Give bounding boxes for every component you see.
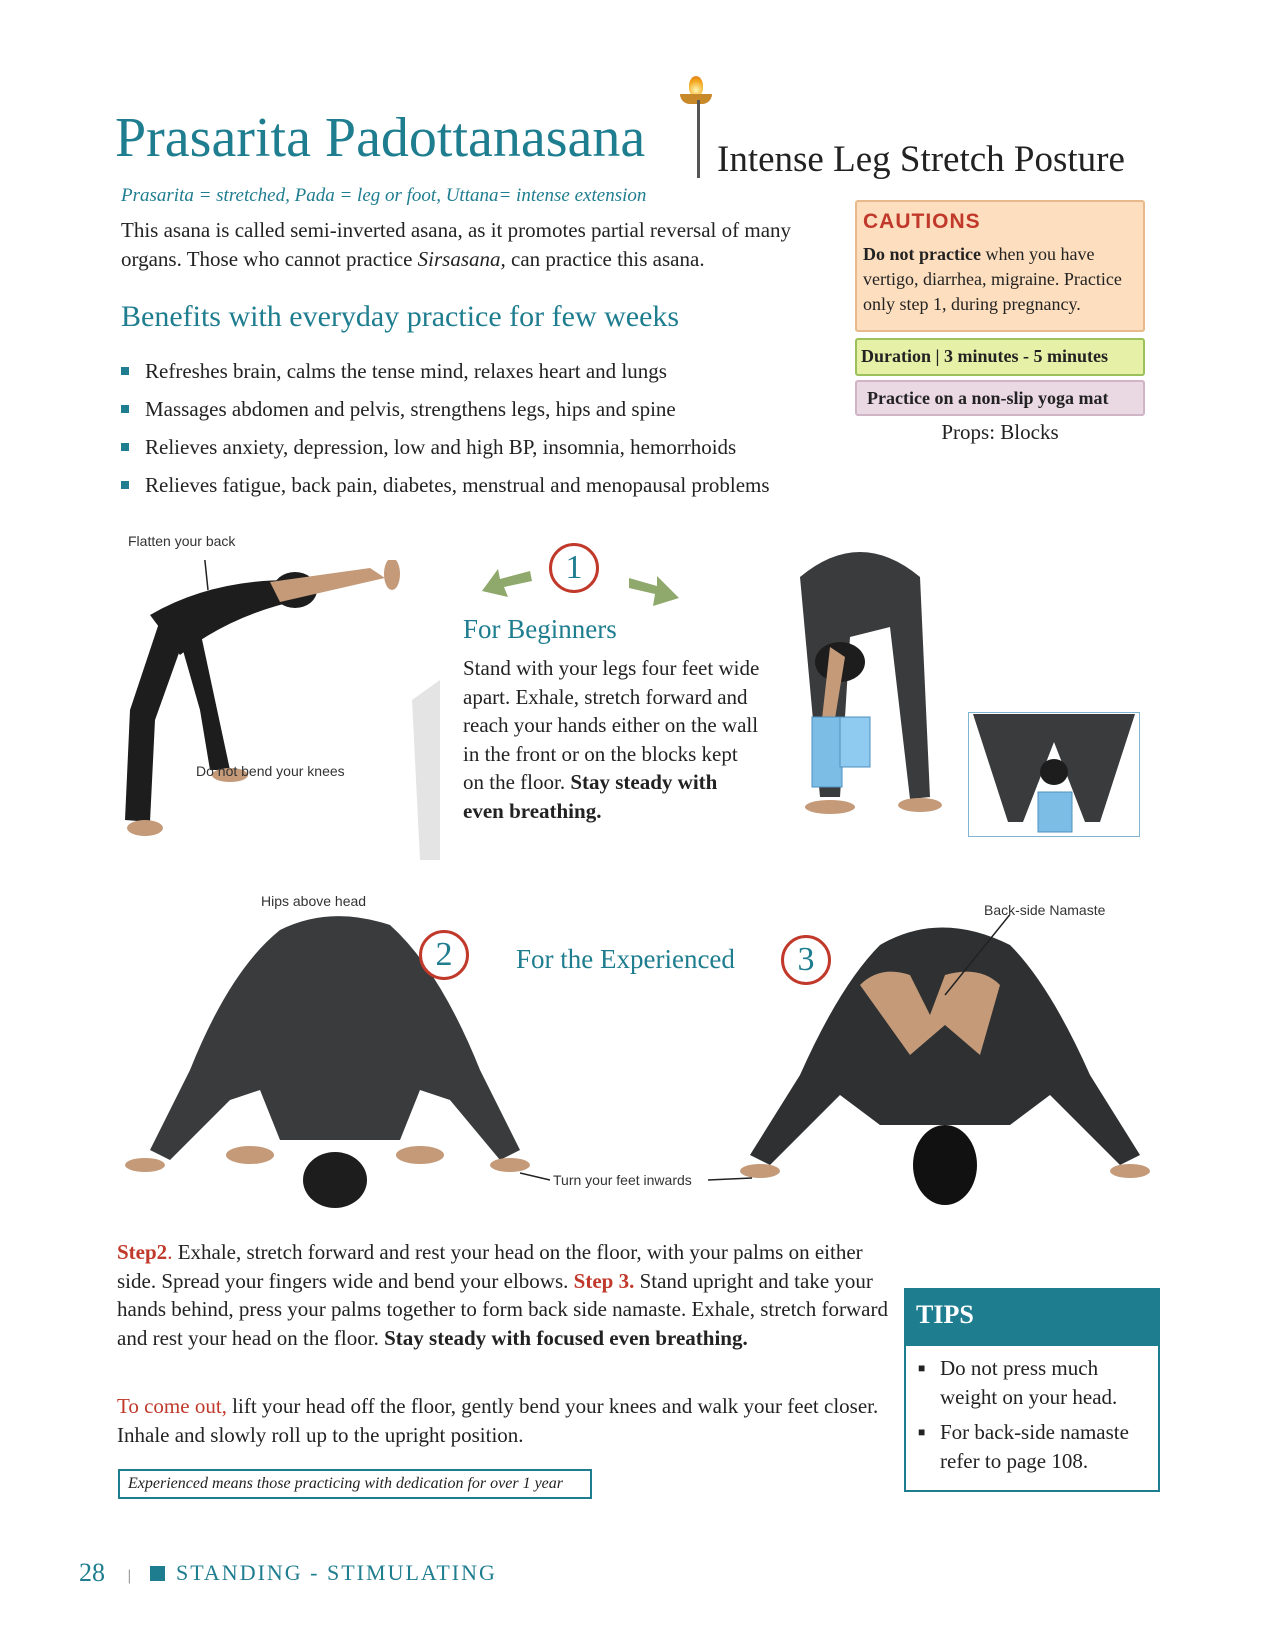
step1-number: 1	[549, 543, 599, 593]
label-flatten-back: Flatten your back	[128, 533, 236, 549]
step3-text: Stand upright and take your hands behind, press your palms together to form back side namaste. Exhale, stretch forward and rest your head on the floor.	[117, 1268, 888, 1350]
lamp-flame-icon	[689, 76, 703, 96]
step1-blocks-photo	[770, 537, 960, 837]
page-title: Prasarita Padottanasana	[115, 107, 646, 169]
step3-bold: Stay steady with focused even breathing.	[384, 1325, 748, 1350]
intro-paragraph	[121, 216, 841, 274]
tip-item: ■ Do not press much weight on your head.	[916, 1354, 1148, 1412]
experienced-heading: For the Experienced	[516, 944, 735, 974]
footer-separator: |	[127, 1568, 132, 1584]
step1-wall-photo	[120, 560, 440, 860]
arrow-right-icon	[625, 568, 683, 608]
step2-number: 2	[419, 930, 469, 980]
benefit-item: Refreshes brain, calms the tense mind, relaxes heart and lungs	[121, 352, 821, 390]
title-divider	[697, 100, 700, 178]
step3-number: 3	[781, 935, 831, 985]
benefit-item: Massages abdomen and pelvis, strengthens legs, hips and spine	[121, 390, 821, 428]
come-out-paragraph	[117, 1392, 897, 1449]
cautions-bold: Do not practice	[863, 244, 981, 264]
cautions-box	[855, 200, 1145, 332]
page-subtitle: Intense Leg Stretch Posture	[717, 139, 1125, 180]
duration-box: Duration | 3 minutes - 5 minutes	[855, 338, 1145, 376]
beginners-text	[463, 654, 763, 825]
tips-list	[906, 1346, 1158, 1490]
section-square-icon	[150, 1566, 165, 1581]
beginners-heading: For Beginners	[463, 614, 617, 644]
cautions-body: when you have vertigo, diarrhea, migraine. Practice only step 1, during pregnancy.	[863, 244, 1122, 314]
intro-part2: can practice this asana.	[505, 247, 705, 271]
label-namaste: Back-side Namaste	[984, 902, 1106, 918]
props-label: Props: Blocks	[941, 420, 1059, 444]
step2-dot: .	[167, 1240, 173, 1264]
step2-photo	[120, 910, 550, 1210]
tips-title: TIPS	[906, 1290, 1158, 1346]
step3-photo	[730, 915, 1160, 1215]
label-hips: Hips above head	[261, 893, 367, 909]
benefit-item: Relieves fatigue, back pain, diabetes, menstrual and menopausal problems	[121, 466, 821, 504]
tip-item: ■ For back-side namaste refer to page 108.	[916, 1418, 1148, 1476]
intro-part1: This asana is called semi-inverted asana, as it promotes partial reversal of many organs. Those who cannot practice	[121, 218, 792, 271]
beginners-bold: Stay steady with even breathing.	[463, 770, 718, 823]
etymology: Prasarita = stretched, Pada = leg or foot, Uttana= intense extension	[121, 185, 647, 206]
come-out-text: lift your head off the floor, gently bend your knees and walk your feet closer. Inhale and slowly roll up to the upright position.	[117, 1394, 879, 1447]
intro-italic: Sirsasana,	[417, 247, 506, 271]
page-number: 28	[79, 1558, 105, 1587]
lamp-icon	[680, 94, 712, 104]
footer-section: STANDING - STIMULATING	[176, 1560, 497, 1585]
label-feet: Turn your feet inwards	[553, 1172, 692, 1188]
mat-box: Practice on a non-slip yoga mat	[855, 380, 1145, 416]
step2-label: Step2	[117, 1240, 168, 1264]
cautions-title: CAUTIONS	[863, 210, 981, 233]
step-instructions	[117, 1238, 897, 1352]
step1-inset-photo	[968, 712, 1140, 837]
cautions-text	[863, 242, 1137, 317]
benefits-heading: Benefits with everyday practice for few weeks	[121, 300, 680, 333]
step2-text: Exhale, stretch forward and rest your head on the floor, with your palms on either side. Spread your fingers wide and bend your elbows.	[117, 1240, 863, 1293]
come-out-label: To come out,	[117, 1394, 227, 1418]
benefit-item: Relieves anxiety, depression, low and high BP, insomnia, hemorrhoids	[121, 428, 821, 466]
experienced-note: Experienced means those practicing with dedication for over 1 year	[118, 1469, 592, 1499]
benefits-list	[121, 352, 821, 504]
step3-label: Step 3.	[573, 1268, 635, 1293]
arrow-left-icon	[478, 555, 536, 600]
beginners-body: Stand with your legs four feet wide apart. Exhale, stretch forward and reach your hands either on the wall in the front or on the blocks kept on the floor.	[463, 656, 760, 794]
label-knees: Do not bend your knees	[196, 763, 345, 779]
tips-box	[904, 1288, 1160, 1492]
